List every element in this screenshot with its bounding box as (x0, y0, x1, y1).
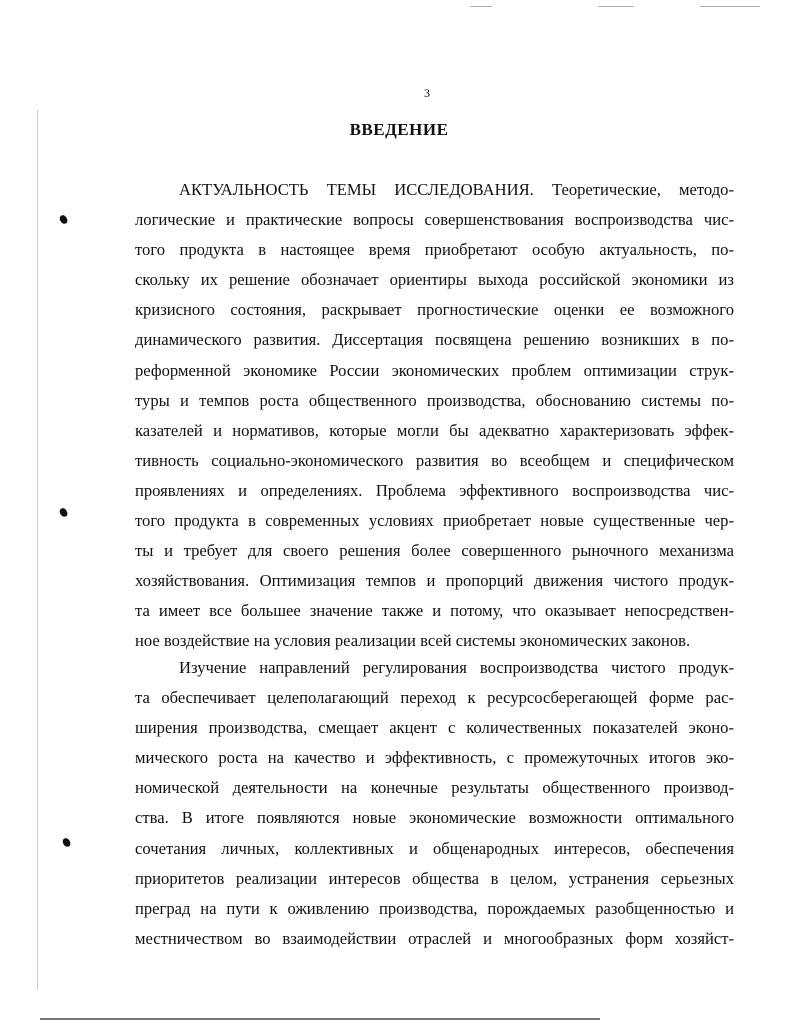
text-line: мического роста на качество и эффективность, с промежуточных итогов эко- (135, 748, 734, 768)
scan-artifact-top-dash (598, 6, 634, 7)
text-line: логические и практические вопросы совершенствования воспроизводства чис- (135, 210, 734, 230)
text-line: динамического развития. Диссертация посвящена решению возникших в по- (135, 330, 734, 350)
text-line: реформенной экономике России экономических проблем оптимизации струк- (135, 360, 734, 380)
text-line: номической деятельности на конечные результаты общественного производ- (135, 778, 734, 798)
text-line: скольку их решение обозначает ориентиры выхода российской экономики из (135, 270, 734, 290)
text-line: приоритетов реализации интересов общества в целом, устранения серьезных (135, 868, 734, 888)
scan-artifact-bottom-edge (40, 1018, 600, 1020)
punch-hole-mark (59, 214, 69, 225)
scan-artifact-top-dash (700, 6, 760, 7)
text-line: проявлениях и определениях. Проблема эффективного воспроизводства чис- (135, 480, 734, 500)
page-number: 3 (424, 86, 430, 100)
text-line: хозяйствования. Оптимизация темпов и пропорций движения чистого продук- (135, 571, 734, 591)
text-line: ства. В итоге появляются новые экономические возможности оптимального (135, 808, 734, 828)
text-line: ное воздействие на условия реализации всей системы экономических законов. (135, 631, 691, 651)
text-line: АКТУАЛЬНОСТЬ ТЕМЫ ИССЛЕДОВАНИЯ. Теоретические, методо- (179, 180, 734, 199)
text-line: кризисного состояния, раскрывает прогностические оценки ее возможного (135, 300, 734, 320)
text-line: туры и темпов роста общественного производства, обоснованию системы по- (135, 390, 734, 410)
text-line: та имеет все большее значение также и потому, что оказывает непосредствен- (135, 601, 734, 621)
text-line: Изучение направлений регулирования воспроизводства чистого продук- (179, 658, 734, 677)
text-line: ты и требует для своего решения более совершенного рыночного механизма (135, 541, 734, 561)
text-line: тивность социально-экономического развития во всеобщем и специфическом (135, 450, 734, 470)
scan-artifact-top-dash (470, 6, 492, 7)
paragraph-2 (135, 653, 734, 954)
punch-hole-mark (62, 837, 72, 848)
text-line: местничеством во взаимодействии отраслей и многообразных форм хозяйст- (135, 928, 734, 948)
text-line: того продукта в настоящее время приобретают особую актуальность, по- (135, 240, 734, 260)
text-line: та обеспечивает целеполагающий переход к ресурсосберегающей форме рас- (135, 688, 734, 708)
scan-artifact-left-edge (37, 110, 38, 990)
paragraph-1 (135, 175, 734, 657)
text-line: сочетания личных, коллективных и общенародных интересов, обеспечения (135, 838, 734, 858)
punch-hole-mark (59, 507, 69, 518)
text-line: преград на пути к оживлению производства, порождаемых разобщенностью и (135, 898, 734, 918)
text-line: ширения производства, смещает акцент с количественных показателей эконо- (135, 718, 734, 738)
text-line: казателей и нормативов, которые могли бы адекватно характеризовать эффек- (135, 420, 734, 440)
text-line: того продукта в современных условиях приобретает новые существенные чер- (135, 511, 734, 531)
page-title: ВВЕДЕНИЕ (349, 120, 449, 139)
